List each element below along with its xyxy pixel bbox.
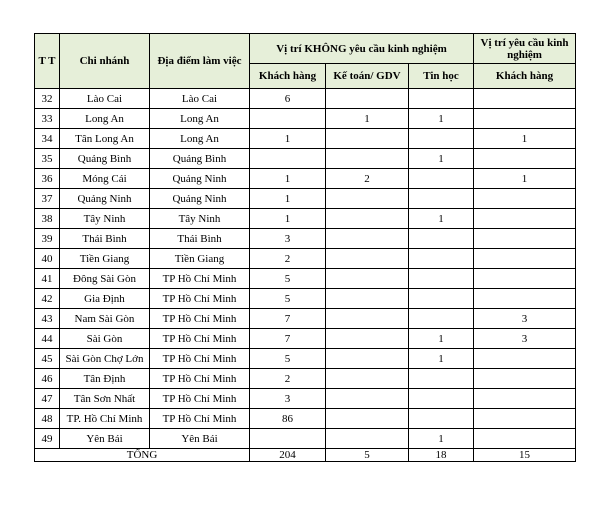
cell-tt: 45: [35, 349, 60, 369]
cell-tt: 34: [35, 129, 60, 149]
cell-accounting: [326, 429, 409, 449]
table-body: [35, 89, 576, 449]
cell-it: 1: [409, 209, 474, 229]
table-row: [35, 89, 576, 109]
cell-location: Long An: [150, 109, 250, 129]
cell-location: TP Hồ Chí Minh: [150, 369, 250, 389]
cell-location: Thái Bình: [150, 229, 250, 249]
cell-customers: 86: [250, 409, 326, 429]
group-experience-header: Vị trí yêu cầu kinh nghiệm: [474, 34, 576, 64]
table-row: [35, 389, 576, 409]
cell-accounting: 1: [326, 109, 409, 129]
cell-location: TP Hồ Chí Minh: [150, 309, 250, 329]
cell-customers-exp: 1: [474, 129, 576, 149]
cell-accounting: [326, 229, 409, 249]
cell-accounting: [326, 349, 409, 369]
cell-accounting: [326, 369, 409, 389]
cell-tt: 46: [35, 369, 60, 389]
cell-accounting: [326, 289, 409, 309]
cell-customers-exp: [474, 429, 576, 449]
cell-branch: Tây Ninh: [60, 209, 150, 229]
col-customers-exp-header: Khách hàng: [474, 64, 576, 89]
vacancy-table: [34, 33, 576, 462]
table-header: [35, 34, 576, 89]
cell-branch: Quảng Ninh: [60, 189, 150, 209]
cell-branch: Sài Gòn Chợ Lớn: [60, 349, 150, 369]
table-row: [35, 169, 576, 189]
cell-customers-exp: [474, 229, 576, 249]
cell-location: Quảng Ninh: [150, 189, 250, 209]
cell-customers-exp: 3: [474, 329, 576, 349]
cell-accounting: [326, 249, 409, 269]
cell-it: 1: [409, 349, 474, 369]
cell-it: [409, 189, 474, 209]
cell-customers: 1: [250, 169, 326, 189]
cell-tt: 37: [35, 189, 60, 209]
cell-branch: Tân Long An: [60, 129, 150, 149]
table-row: [35, 309, 576, 329]
cell-accounting: [326, 189, 409, 209]
cell-tt: 36: [35, 169, 60, 189]
cell-customers-exp: [474, 389, 576, 409]
cell-tt: 32: [35, 89, 60, 109]
cell-location: Tiền Giang: [150, 249, 250, 269]
table-row: [35, 269, 576, 289]
cell-branch: Móng Cái: [60, 169, 150, 189]
table-row: [35, 409, 576, 429]
total-customers: 204: [250, 449, 326, 462]
cell-branch: Gia Định: [60, 289, 150, 309]
col-branch-header: Chi nhánh: [60, 34, 150, 89]
cell-customers-exp: [474, 409, 576, 429]
cell-it: 1: [409, 109, 474, 129]
cell-tt: 39: [35, 229, 60, 249]
cell-customers-exp: [474, 209, 576, 229]
cell-customers: 7: [250, 309, 326, 329]
cell-it: 1: [409, 429, 474, 449]
cell-branch: TP. Hồ Chí Minh: [60, 409, 150, 429]
cell-customers-exp: [474, 269, 576, 289]
cell-customers: 3: [250, 229, 326, 249]
cell-branch: Tân Sơn Nhất: [60, 389, 150, 409]
table-row: [35, 289, 576, 309]
table-row: [35, 429, 576, 449]
cell-accounting: [326, 129, 409, 149]
table-row: [35, 209, 576, 229]
col-customers-header: Khách hàng: [250, 64, 326, 89]
cell-customers-exp: [474, 289, 576, 309]
cell-tt: 35: [35, 149, 60, 169]
cell-branch: Đông Sài Gòn: [60, 269, 150, 289]
cell-customers: 7: [250, 329, 326, 349]
cell-customers: 5: [250, 349, 326, 369]
cell-customers-exp: [474, 349, 576, 369]
table-row: [35, 349, 576, 369]
cell-accounting: [326, 209, 409, 229]
cell-it: [409, 249, 474, 269]
cell-it: [409, 309, 474, 329]
table-row: [35, 249, 576, 269]
cell-tt: 41: [35, 269, 60, 289]
cell-location: TP Hồ Chí Minh: [150, 409, 250, 429]
cell-it: [409, 229, 474, 249]
cell-branch: Tiền Giang: [60, 249, 150, 269]
cell-tt: 47: [35, 389, 60, 409]
cell-customers-exp: [474, 149, 576, 169]
cell-customers-exp: 3: [474, 309, 576, 329]
cell-it: [409, 129, 474, 149]
cell-tt: 44: [35, 329, 60, 349]
cell-accounting: [326, 269, 409, 289]
cell-it: [409, 389, 474, 409]
cell-branch: Sài Gòn: [60, 329, 150, 349]
table-row: [35, 149, 576, 169]
cell-branch: Thái Bình: [60, 229, 150, 249]
cell-location: Quảng Ninh: [150, 169, 250, 189]
cell-tt: 43: [35, 309, 60, 329]
cell-customers: 2: [250, 249, 326, 269]
table-row: [35, 109, 576, 129]
table-row: [35, 189, 576, 209]
total-row: [35, 449, 576, 462]
cell-location: TP Hồ Chí Minh: [150, 329, 250, 349]
cell-customers-exp: [474, 249, 576, 269]
cell-accounting: [326, 329, 409, 349]
cell-it: [409, 409, 474, 429]
cell-branch: Quảng Bình: [60, 149, 150, 169]
cell-customers: 1: [250, 129, 326, 149]
col-location-header: Địa điểm làm việc: [150, 34, 250, 89]
total-it: 18: [409, 449, 474, 462]
cell-customers: 3: [250, 389, 326, 409]
cell-location: Tây Ninh: [150, 209, 250, 229]
cell-tt: 40: [35, 249, 60, 269]
cell-accounting: [326, 409, 409, 429]
group-no-experience-header: Vị trí KHÔNG yêu cầu kinh nghiệm: [250, 34, 474, 64]
cell-location: Long An: [150, 129, 250, 149]
cell-it: 1: [409, 149, 474, 169]
cell-tt: 49: [35, 429, 60, 449]
cell-it: [409, 89, 474, 109]
cell-customers: [250, 429, 326, 449]
cell-tt: 33: [35, 109, 60, 129]
cell-branch: Yên Bái: [60, 429, 150, 449]
table-row: [35, 229, 576, 249]
cell-location: Lào Cai: [150, 89, 250, 109]
cell-tt: 38: [35, 209, 60, 229]
cell-customers-exp: [474, 109, 576, 129]
col-it-header: Tin học: [409, 64, 474, 89]
cell-branch: Nam Sài Gòn: [60, 309, 150, 329]
cell-accounting: [326, 309, 409, 329]
cell-branch: Long An: [60, 109, 150, 129]
col-accounting-header: Kế toán/ GDV: [326, 64, 409, 89]
cell-location: Quảng Bình: [150, 149, 250, 169]
cell-customers: 1: [250, 209, 326, 229]
total-label: TỔNG: [35, 449, 250, 462]
cell-tt: 42: [35, 289, 60, 309]
col-tt-header: T T: [35, 34, 60, 89]
cell-customers: 6: [250, 89, 326, 109]
cell-customers: 1: [250, 189, 326, 209]
table-row: [35, 369, 576, 389]
table-row: [35, 129, 576, 149]
cell-it: [409, 369, 474, 389]
cell-accounting: 2: [326, 169, 409, 189]
cell-it: [409, 169, 474, 189]
cell-customers-exp: 1: [474, 169, 576, 189]
cell-customers: 5: [250, 269, 326, 289]
cell-location: TP Hồ Chí Minh: [150, 289, 250, 309]
cell-accounting: [326, 389, 409, 409]
cell-branch: Lào Cai: [60, 89, 150, 109]
cell-customers: 2: [250, 369, 326, 389]
cell-tt: 48: [35, 409, 60, 429]
cell-customers-exp: [474, 369, 576, 389]
cell-location: TP Hồ Chí Minh: [150, 349, 250, 369]
cell-customers-exp: [474, 89, 576, 109]
total-customers-exp: 15: [474, 449, 576, 462]
cell-branch: Tân Định: [60, 369, 150, 389]
cell-customers: [250, 109, 326, 129]
cell-customers-exp: [474, 189, 576, 209]
cell-customers: [250, 149, 326, 169]
total-accounting: 5: [326, 449, 409, 462]
cell-it: [409, 289, 474, 309]
cell-location: TP Hồ Chí Minh: [150, 389, 250, 409]
cell-accounting: [326, 149, 409, 169]
cell-location: Yên Bái: [150, 429, 250, 449]
cell-it: [409, 269, 474, 289]
cell-accounting: [326, 89, 409, 109]
cell-customers: 5: [250, 289, 326, 309]
cell-it: 1: [409, 329, 474, 349]
cell-location: TP Hồ Chí Minh: [150, 269, 250, 289]
table-row: [35, 329, 576, 349]
